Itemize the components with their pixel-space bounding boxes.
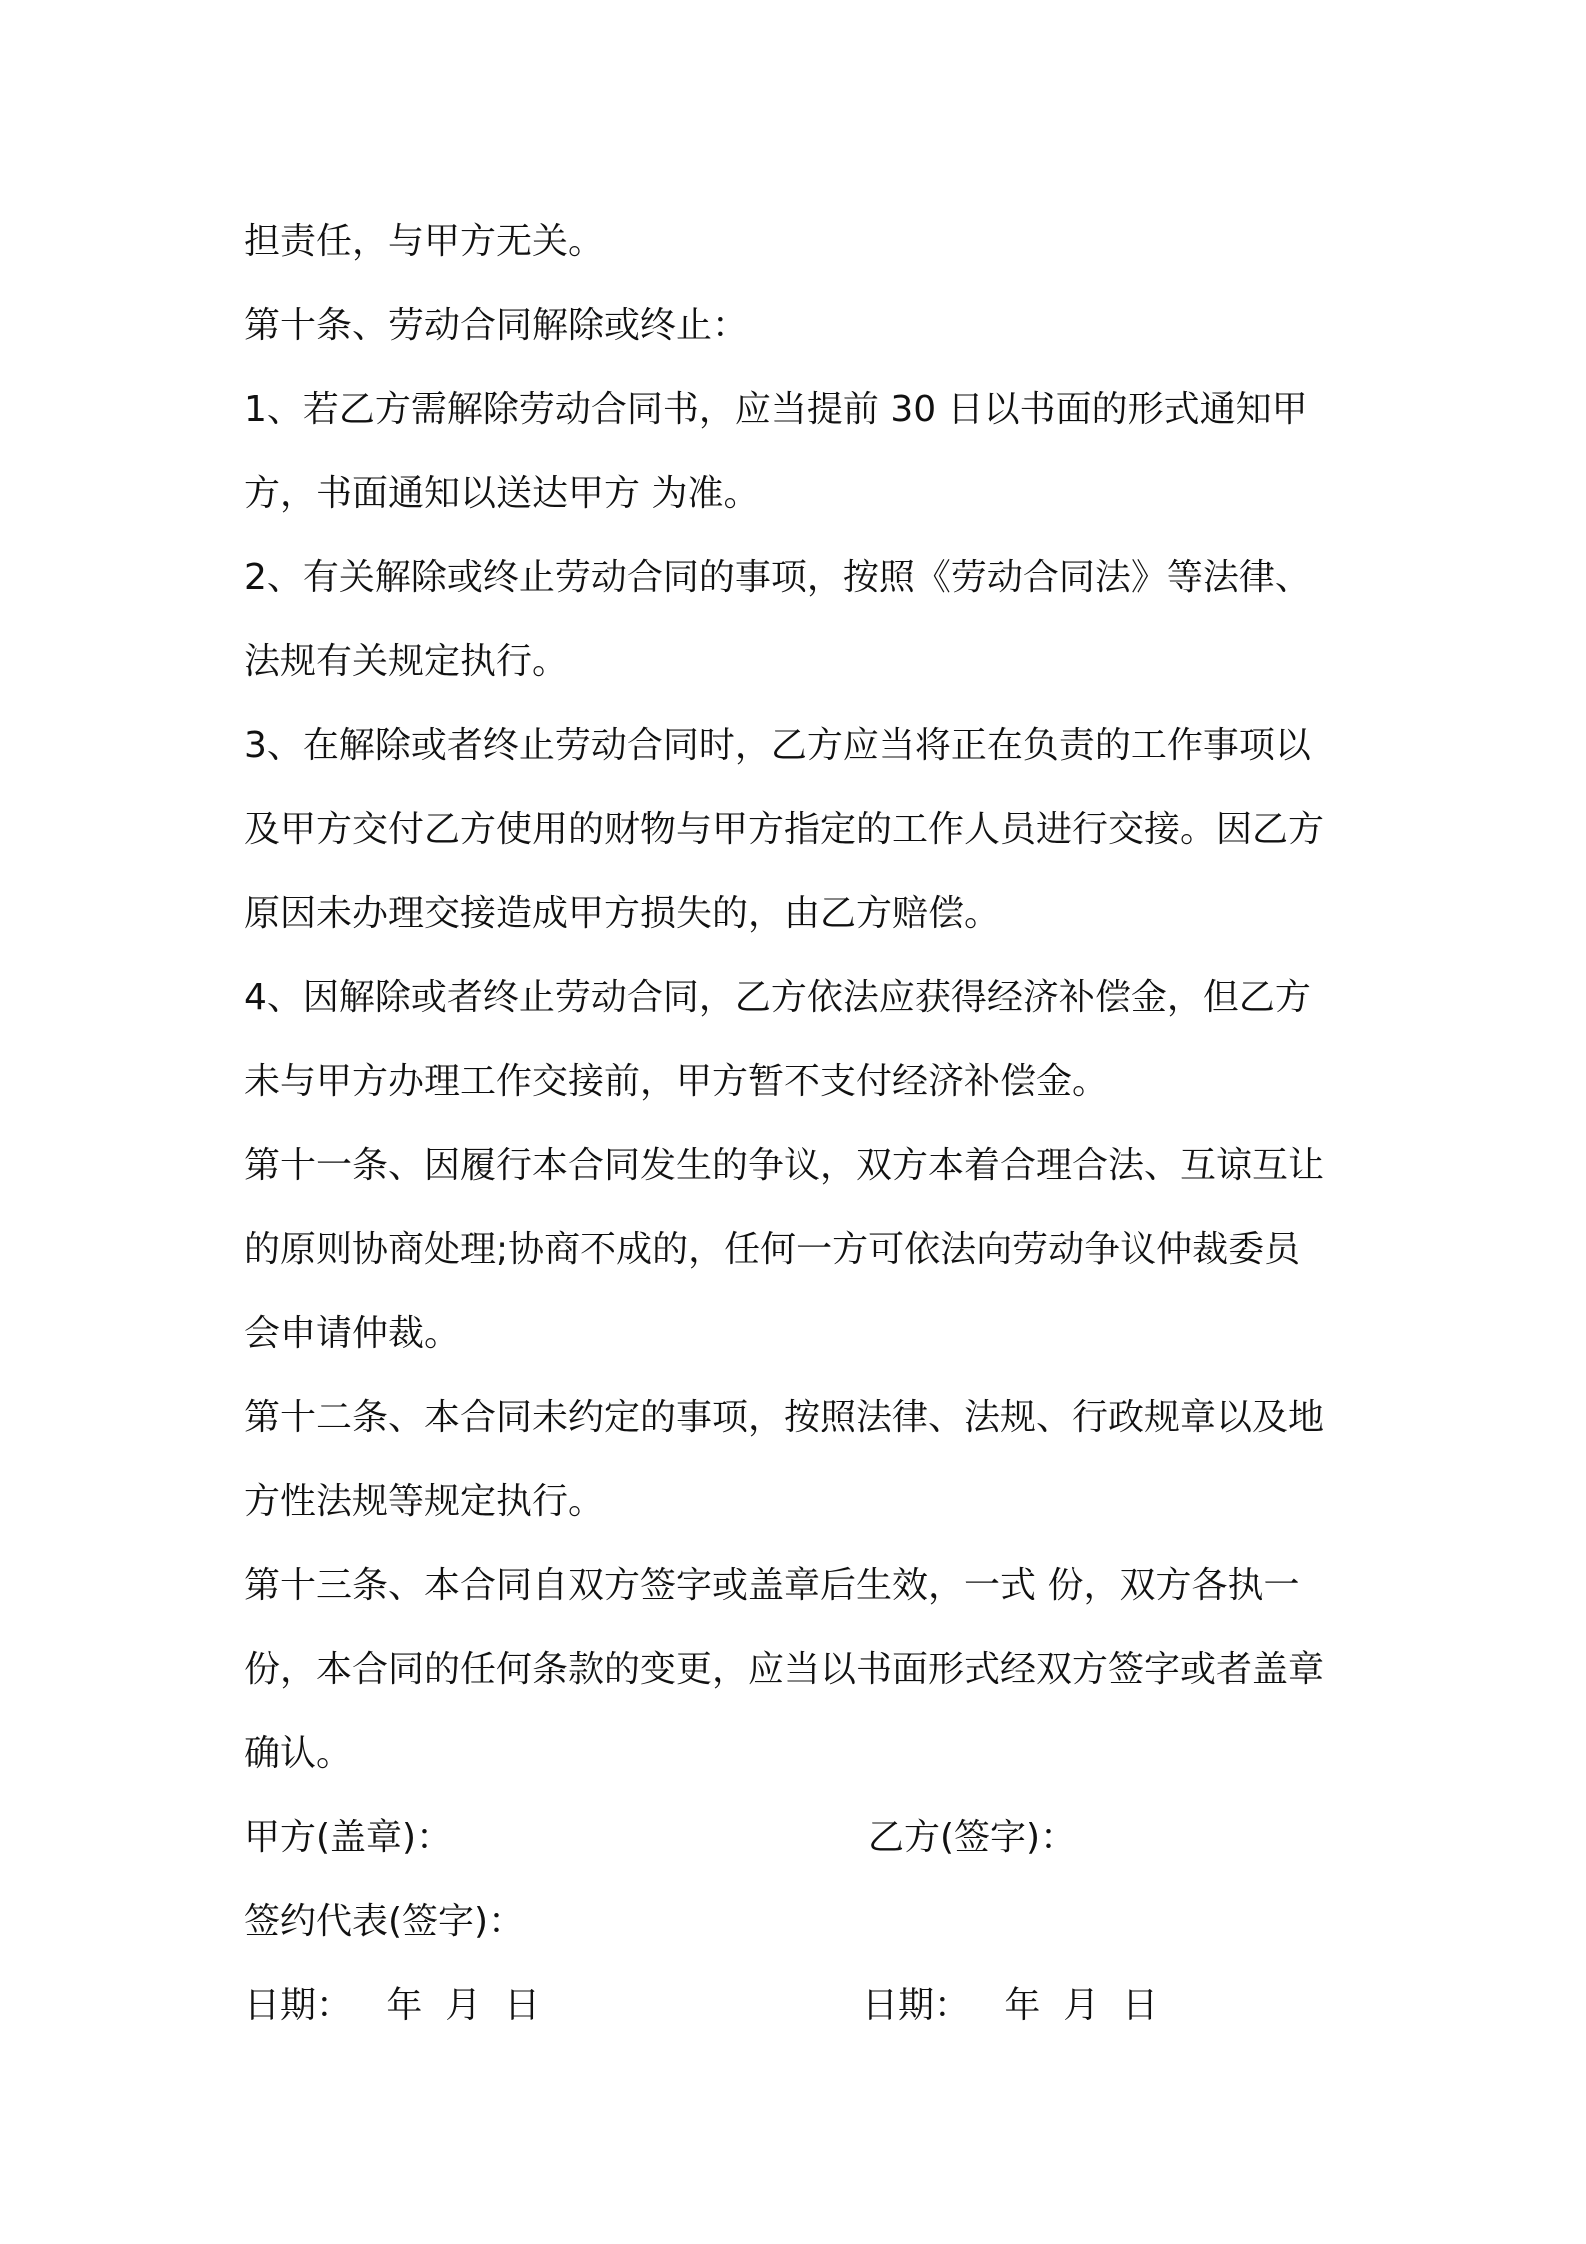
document-body xyxy=(244,200,1354,2048)
paragraph-line: 会申请仲裁。 xyxy=(244,1313,461,1354)
paragraph-line: 1、若乙方需解除劳动合同书，应当提前 30 日以书面的形式通知甲 xyxy=(244,389,1308,430)
signature-row-representative xyxy=(244,1880,1354,1964)
paragraph-line: 的原则协商处理;协商不成的，任何一方可依法向劳动争议仲裁委员 xyxy=(244,1229,1301,1270)
article-heading: 第十条、劳动合同解除或终止： xyxy=(244,305,749,346)
paragraph-line: 法规有关规定执行。 xyxy=(244,641,569,682)
party-b-date-label: 日期： 年 月 日 xyxy=(862,1985,1159,2026)
signature-row-dates xyxy=(244,1964,1354,2048)
paragraph-line: 份，本合同的任何条款的变更，应当以书面形式经双方签字或者盖章 xyxy=(244,1649,1325,1690)
paragraph-line: 担责任，与甲方无关。 xyxy=(244,221,605,262)
party-a-date-label: 日期： 年 月 日 xyxy=(244,1985,541,2026)
paragraph-line: 4、因解除或者终止劳动合同，乙方依法应获得经济补偿金，但乙方 xyxy=(244,977,1311,1018)
paragraph-line: 及甲方交付乙方使用的财物与甲方指定的工作人员进行交接。因乙方 xyxy=(244,809,1325,850)
paragraph-line: 方性法规等规定执行。 xyxy=(244,1481,605,1522)
paragraph-line: 未与甲方办理工作交接前，甲方暂不支付经济补偿金。 xyxy=(244,1061,1109,1102)
paragraph-line: 原因未办理交接造成甲方损失的，由乙方赔偿。 xyxy=(244,893,1001,934)
representative-signature-label: 签约代表(签字)： xyxy=(244,1901,525,1942)
paragraph-line: 第十二条、本合同未约定的事项，按照法律、法规、行政规章以及地 xyxy=(244,1397,1325,1438)
paragraph-line: 3、在解除或者终止劳动合同时，乙方应当将正在负责的工作事项以 xyxy=(244,725,1311,766)
party-a-seal-label: 甲方(盖章)： xyxy=(244,1817,453,1858)
signature-row-parties xyxy=(244,1796,1354,1880)
party-b-signature-label: 乙方(签字)： xyxy=(868,1817,1077,1858)
paragraph-line: 确认。 xyxy=(244,1733,353,1774)
paragraph-line: 第十三条、本合同自双方签字或盖章后生效，一式 份，双方各执一 xyxy=(244,1565,1300,1606)
paragraph-line: 第十一条、因履行本合同发生的争议，双方本着合理合法、互谅互让 xyxy=(244,1145,1325,1186)
paragraph-line: 2、有关解除或终止劳动合同的事项，按照《劳动合同法》等法律、 xyxy=(244,557,1311,598)
paragraph-line: 方，书面通知以送达甲方 为准。 xyxy=(244,473,760,514)
